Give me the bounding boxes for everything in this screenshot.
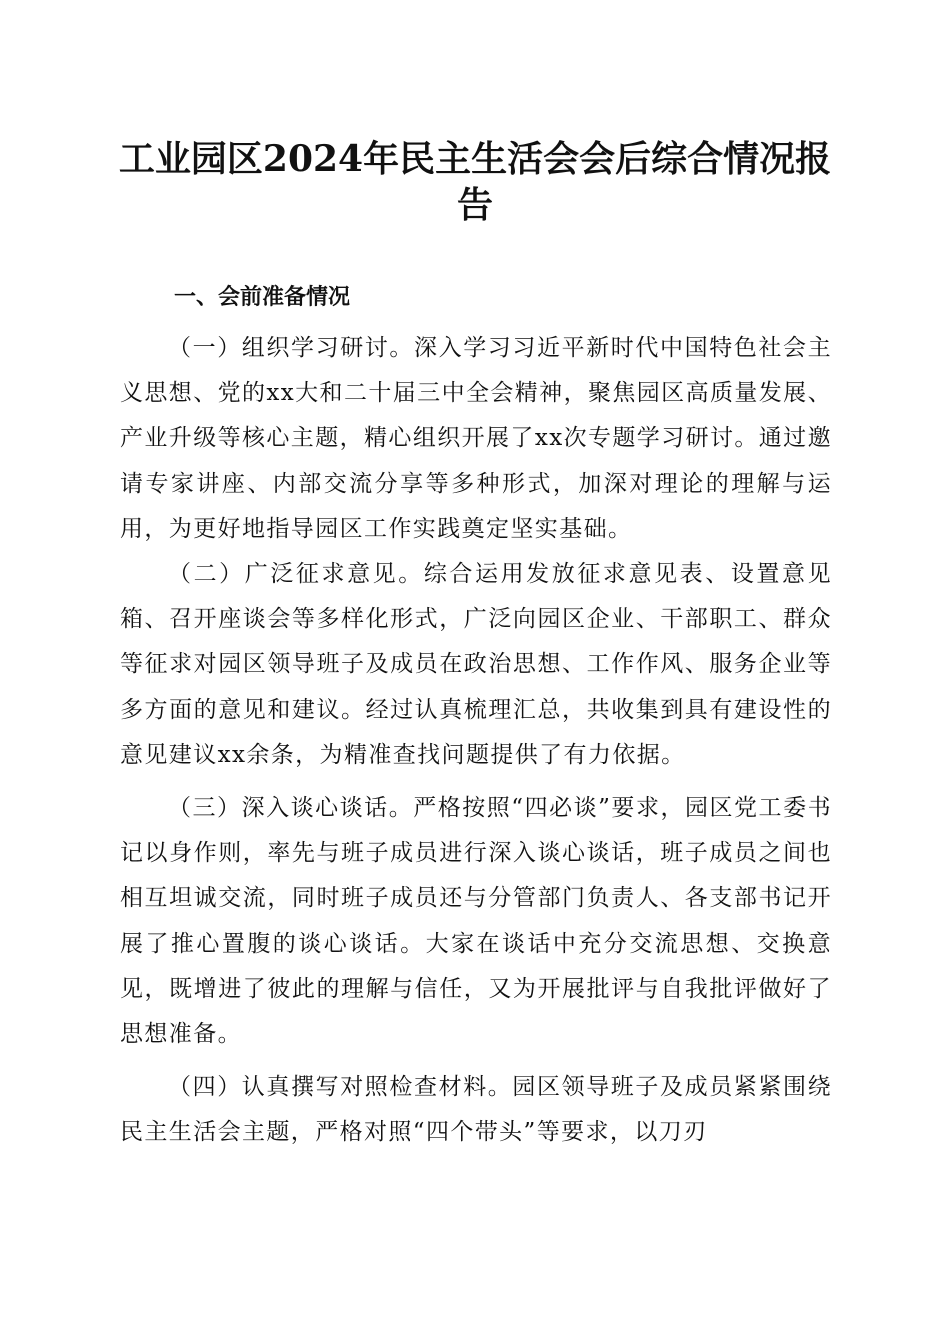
- paragraph-solicit-opinions: [120, 552, 832, 778]
- title-line-1: 工业园区2024年民主生活会会后综合情况报: [118, 138, 832, 180]
- document-title: [110, 136, 840, 228]
- paragraph-heart-to-heart-talks: [120, 786, 832, 1057]
- paragraph-lead: （二）广泛征求意见。: [168, 561, 424, 588]
- paragraph-text: 园区领导班子及成员紧紧围绕民主生活会主题，严格对照“四个带头”等要求，以刀刃: [120, 1074, 833, 1146]
- paragraph-text: 深入学习习近平新时代中国特色社会主义思想、党的xx大和二十届三中全会精神，聚焦园区高质量发展、产业升级等核心主题，精心组织开展了xx次专题学习研讨。通过邀请专家讲座、内部交流分享等多种形式，加深对理论的理解与运用，为更好地指导园区工作实践奠定坚实基础。: [120, 335, 832, 542]
- paragraph-lead: （三）深入谈心谈话。: [168, 795, 414, 822]
- paragraph-text: 严格按照“四必谈”要求，园区党工委书记以身作则，率先与班子成员进行深入谈心谈话，班子成员之间也相互坦诚交流，同时班子成员还与分管部门负责人、各支部书记开展了推心置腹的谈心谈话。大家在谈话中充分交流思想、交换意见，既增进了彼此的理解与信任，又为开展批评与自我批评做好了思想准备。: [120, 795, 833, 1048]
- paragraph-text: 综合运用发放征求意见表、设置意见箱、召开座谈会等多样化形式，广泛向园区企业、干部职工、群众等征求对园区领导班子及成员在政治思想、工作作风、服务企业等多方面的意见和建议。经过认真梳理汇总，共收集到具有建设性的意见建议xx余条，为精准查找问题提供了有力依据。: [120, 561, 832, 768]
- document-body: [120, 280, 832, 1156]
- paragraph-lead: （四）认真撰写对照检查材料。: [168, 1074, 513, 1101]
- paragraph-study-discussion: [120, 326, 832, 552]
- paragraph-gap: [120, 778, 832, 786]
- paragraph-self-check-materials: [120, 1065, 832, 1155]
- paragraph-lead: （一）组织学习研讨。: [168, 335, 414, 361]
- title-line-2: 告: [456, 184, 493, 226]
- paragraph-gap: [120, 1057, 832, 1065]
- section-heading-preparation: 一、会前准备情况: [174, 285, 351, 310]
